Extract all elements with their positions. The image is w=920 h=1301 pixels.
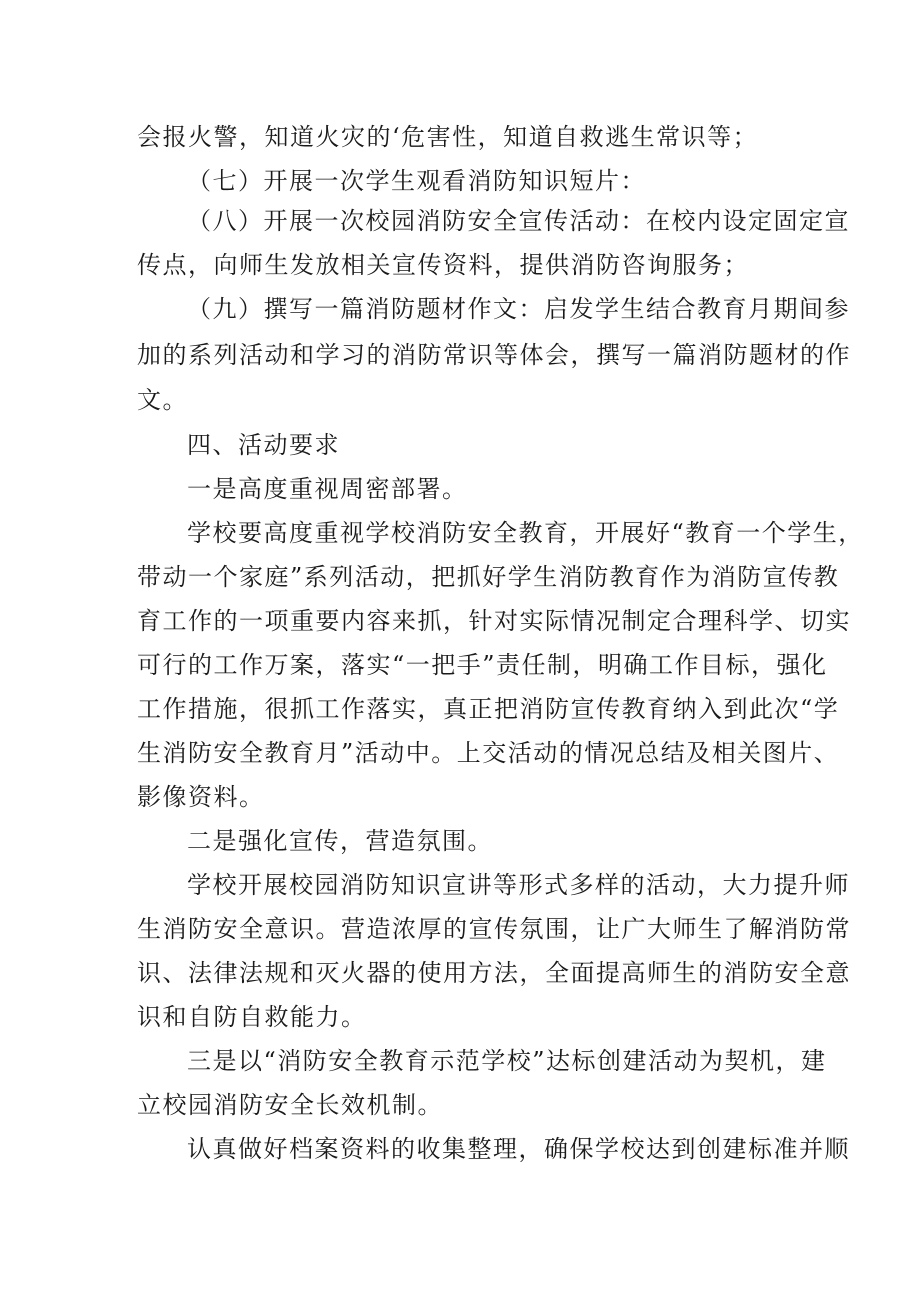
subheading: 二是强化宣传，营造氛围。 [187,827,493,855]
text-line: 工作措施，很抓工作落实，真正把消防宣传教育纳入到此次“学 [137,695,840,723]
text-line: （七）开展一次学生观看消防知识短片： [187,167,646,195]
text-line: 影像资料。 [137,783,265,811]
text-line: 可行的工作万案，落实“一把手”责任制，明确工作目标，强化 [137,651,828,679]
text-line: （九）撰写一篇消防题材作文：启发学生结合教育月期间参 [187,295,850,323]
text-line: （八）开展一次校园消防安全宣传活动：在校内设定固定宣 [187,207,850,235]
text-line: 识、法律法规和灭火器的使用方法，全面提高师生的消防安全意 [137,959,851,987]
text-line: 传点，向师生发放相关宣传资料，提供消防咨询服务； [137,251,749,279]
subheading: 三是以“消防安全教育示范学校”达标创建活动为契机，建 [187,1047,827,1075]
text-line: 学校开展校园消防知识宣讲等形式多样的活动，大力提升师 [187,871,850,899]
text-line: 文。 [137,386,188,414]
text-line: 生消防安全教育月”活动中。上交活动的情况总结及相关图片、 [137,739,840,767]
text-line: 生消防安全意识。营造浓厚的宣传氛围，让广大师生了解消防常 [137,915,851,943]
text-line: 立校园消防安全长效机制。 [137,1091,443,1119]
text-line: 会报火警，知道火灾的‘危害性，知道自救逃生常识等； [137,123,759,151]
text-line: 认真做好档案资料的收集整理，确保学校达到创建标准并顺 [187,1135,850,1163]
section-heading: 四、活动要求 [187,431,340,459]
text-line: 育工作的一项重要内容来抓，针对实际情况制定合理科学、切实 [137,607,851,635]
subheading: 一是高度重视周密部署。 [187,475,468,503]
text-line: 加的系列活动和学习的消防常识等体会，撰写一篇消防题材的作 [137,341,851,369]
text-line: 学校要高度重视学校消防安全教育，开展好“教育一个学生， [187,519,864,547]
text-line: 识和自防自救能力。 [137,1003,367,1031]
text-line: 带动一个家庭”系列活动，把抓好学生消防教育作为消防宣传教 [137,563,840,591]
